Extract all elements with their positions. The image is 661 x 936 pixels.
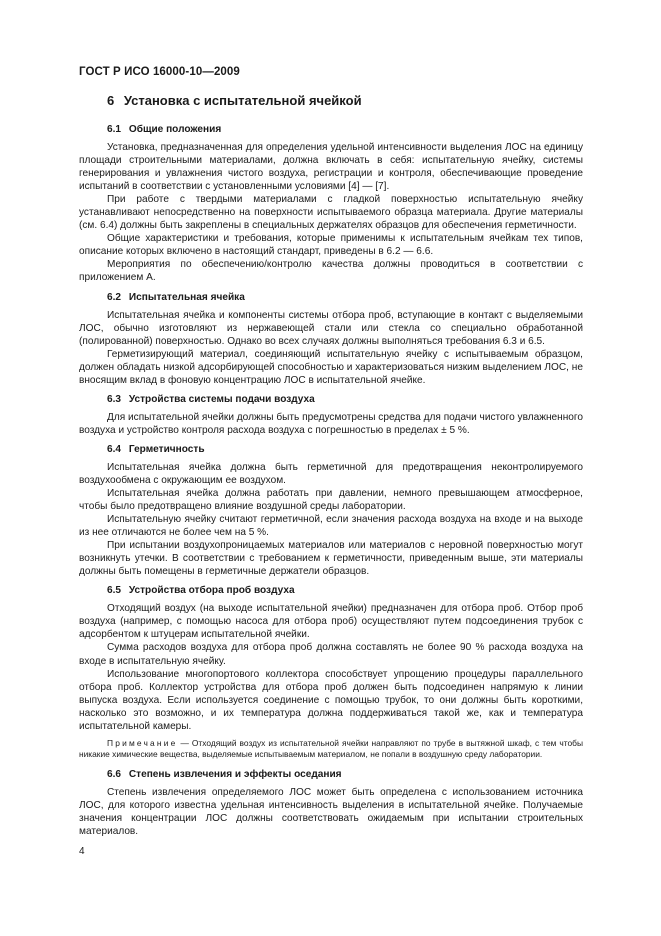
- paragraph: При работе с твердыми материалами с гладкой поверхностью испытательную ячейку устанавливают непосредственно на поверхности испытываемого образца материала. Другие материалы (см. 6.4) должны быть закреплены в специальных держателях образцов для обеспечения герметичности.: [79, 194, 583, 232]
- note: [79, 738, 583, 760]
- subsection-heading: [107, 123, 583, 136]
- note-text: — Отходящий воздух из испытательной ячейки направляют по трубе в вытяжной шкаф, с тем чтобы никакие химические вещества, выделяемые испытываемым материалом, не попали в воздушную среду лаборатории.: [79, 737, 583, 759]
- paragraph: При испытании воздухопроницаемых материалов или материалов с неровной поверхностью могут возникнуть утечки. В соответствии с требованием к герметичности, приведенным выше, эти материалы должны быть помещены в герметичные держатели образцов.: [79, 540, 583, 578]
- section-number: 6: [107, 93, 115, 108]
- section-title: Установка с испытательной ячейкой: [123, 93, 362, 108]
- document-header: ГОСТ Р ИСО 16000-10—2009: [79, 66, 240, 78]
- subsection-heading: [107, 768, 583, 781]
- subsection-number: 6.6: [107, 768, 122, 780]
- subsection-title: Общие положения: [128, 124, 222, 135]
- document-body: [79, 93, 583, 844]
- paragraph: Испытательная ячейка и компоненты системы отбора проб, вступающие в контакт с выделяемыми ЛОС, обычно изготовляют из нержавеющей стали или стекла со специально обработанной (полированной) поверхностью. Однако во всех случаях должны выполняться требования 6.3 и 6.5.: [79, 309, 583, 347]
- paragraph: Испытательную ячейку считают герметичной, если значения расхода воздуха на входе и на выходе из нее отличаются не более чем на 5 %.: [79, 514, 583, 539]
- subsection-title: Испытательная ячейка: [128, 291, 245, 303]
- paragraph: Для испытательной ячейки должны быть предусмотрены средства для подачи чистого увлажненного воздуха и устройство контроля расхода воздуха с погрешностью в пределах ± 5 %.: [79, 411, 583, 436]
- subsection-heading: [107, 584, 583, 597]
- subsection-number: 6.3: [107, 393, 122, 405]
- paragraph: Использование многопортового коллектора способствует упрощению процедуры параллельного отбора проб. Коллектор устройства для отбора проб должен быть подсоединен напрямую к линии выпуска воздуха. Если используется соединение с помощью трубок, то они должны быть короткими, насколько это возможно, и их температура должна поддерживаться такой же, как и температура испытательной камеры.: [79, 668, 583, 732]
- subsection-6-1: [79, 123, 583, 285]
- subsection-title: Устройства отбора проб воздуха: [128, 585, 295, 597]
- paragraph: Установка, предназначенная для определения удельной интенсивности выделения ЛОС на единицу площади строительными материалами, должна включать в себя: испытательную ячейку, системы генерирования и увлажнения чистого воздуха, регистрации и контроля, обеспечивающие проведение испытаний в соответствии с установленными условиями [4] — [7].: [79, 142, 583, 193]
- paragraph: Испытательная ячейка должна быть герметичной для предотвращения неконтролируемого воздухообмена с окружающим ее воздухом.: [79, 461, 583, 486]
- paragraph: Испытательная ячейка должна работать при давлении, немного превышающем атмосферное, чтобы было предотвращено влияние воздушной среды лаборатории.: [79, 487, 583, 513]
- paragraph: Общие характеристики и требования, которые применимы к испытательным ячейкам тех типов, описание которых включено в настоящий стандарт, приведены в 6.2 — 6.6.: [79, 233, 583, 258]
- subsection-6-4: [79, 443, 583, 578]
- subsection-6-3: [79, 393, 583, 437]
- subsection-number: 6.1: [107, 124, 122, 135]
- subsection-title: Степень извлечения и эффекты оседания: [128, 768, 342, 780]
- page-number: 4: [79, 846, 85, 857]
- paragraph: Степень извлечения определяемого ЛОС может быть определена с использованием источника ЛОС, для которого известна удельная интенсивность выделения в испытательной ячейке. Получаемые значения концентрации ЛОС должны соответствовать ожидаемым при испытании строительных материалов.: [79, 786, 583, 837]
- subsection-6-5: [79, 584, 583, 759]
- section-heading: [107, 93, 583, 109]
- subsection-heading: [107, 393, 583, 406]
- paragraph: Сумма расходов воздуха для отбора проб должна составлять не более 90 % расхода воздуха на входе в испытательную ячейку.: [79, 642, 583, 667]
- subsection-number: 6.5: [107, 585, 122, 597]
- paragraph: Мероприятия по обеспечению/контролю качества должны проводиться в соответствии с приложением А.: [79, 259, 583, 284]
- subsection-heading: [107, 443, 583, 456]
- subsection-title: Устройства системы подачи воздуха: [128, 393, 315, 405]
- note-label: Примечание: [107, 737, 178, 748]
- subsection-6-2: [79, 291, 583, 387]
- subsection-number: 6.4: [107, 443, 122, 455]
- subsection-6-6: [79, 768, 583, 838]
- paragraph: Отходящий воздух (на выходе испытательной ячейки) предназначен для отбора проб. Отбор проб воздуха (например, с помощью насоса для отбора проб) осуществляют путем подсоединения трубок с адсорбентом к штуцерам испытательной ячейки.: [79, 603, 583, 641]
- subsection-title: Герметичность: [128, 443, 205, 455]
- subsection-heading: [107, 291, 583, 304]
- paragraph: Герметизирующий материал, соединяющий испытательную ячейку с испытываемым образцом, должен обладать низкой адсорбирующей способностью и характеризоваться низким выделением ЛОС, не вносящим вклад в фоновую концентрацию ЛОС в испытательной ячейке.: [79, 348, 583, 386]
- subsection-number: 6.2: [107, 291, 122, 303]
